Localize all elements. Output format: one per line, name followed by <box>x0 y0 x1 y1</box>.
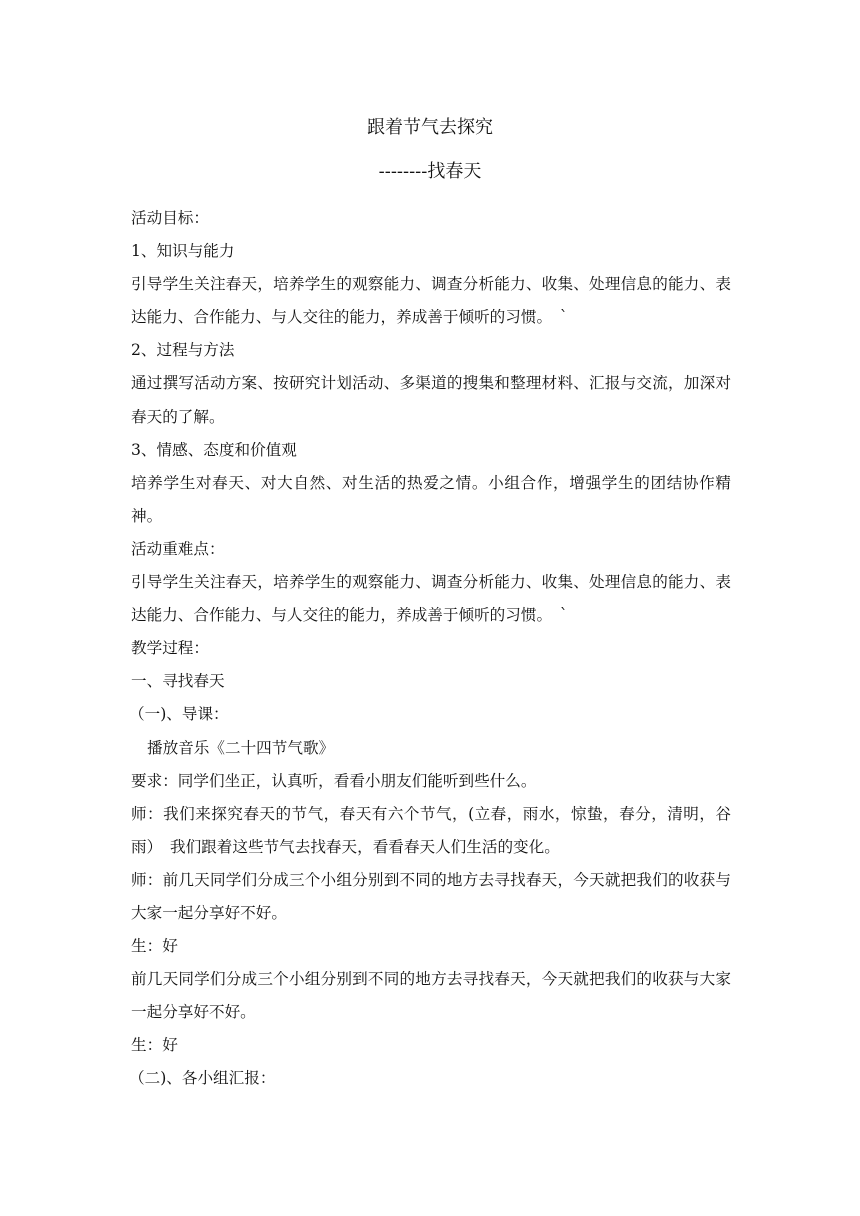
goal-paragraph-process: 通过撰写活动方案、按研究计划活动、多渠道的搜集和整理材料、汇报与交流，加深对春天的了解。 <box>131 374 731 426</box>
document-body <box>131 202 731 1096</box>
music-line: 播放音乐《二十四节气歌》 <box>147 738 335 757</box>
student-reply-2: 生：好 <box>131 1036 178 1055</box>
goal-paragraph-knowledge: 引导学生关注春天，培养学生的观察能力、调查分析能力、收集、处理信息的能力、表达能力、合作能力、与人交往的能力，养成善于倾听的习惯。 ` <box>131 275 731 327</box>
goal-heading-emotion: 3、情感、态度和价值观 <box>131 440 297 459</box>
teacher-line-groups: 师：前几天同学们分成三个小组分别到不同的地方去寻找春天，今天就把我们的收获与大家一起分享好不好。 <box>131 870 731 922</box>
teacher-line-solar-terms: 师：我们来探究春天的节气，春天有六个节气，(立春，雨水，惊蛰，春分，清明，谷雨） 我们跟着这些节气去找春天，看看春天人们生活的变化。 <box>131 804 731 856</box>
document-subtitle: --------找春天 <box>378 161 482 182</box>
student-reply-1: 生：好 <box>131 937 178 956</box>
section-heading-key-points: 活动重难点： <box>131 539 225 558</box>
document-title: 跟着节气去探究 <box>367 117 493 138</box>
process-step-one: 一、寻找春天 <box>131 672 225 691</box>
goal-paragraph-emotion: 培养学生对春天、对大自然、对生活的热爱之情。小组合作，增强学生的团结协作精神。 <box>131 473 731 525</box>
process-substep-intro: （一)、导课： <box>129 705 229 724</box>
goal-heading-process: 2、过程与方法 <box>131 341 235 360</box>
requirement-line: 要求：同学们坐正，认真听，看看小朋友们能听到些什么。 <box>131 771 537 790</box>
process-substep-reports: （二)、各小组汇报： <box>129 1069 276 1088</box>
goal-heading-knowledge: 1、知识与能力 <box>131 242 235 261</box>
section-heading-process: 教学过程： <box>131 639 209 658</box>
key-points-paragraph: 引导学生关注春天，培养学生的观察能力、调查分析能力、收集、处理信息的能力、表达能力、合作能力、与人交往的能力，养成善于倾听的习惯。 ` <box>131 573 731 625</box>
section-heading-goals: 活动目标： <box>131 209 209 227</box>
groups-line: 前几天同学们分成三个小组分别到不同的地方去寻找春天，今天就把我们的收获与大家一起分享好不好。 <box>131 970 731 1022</box>
